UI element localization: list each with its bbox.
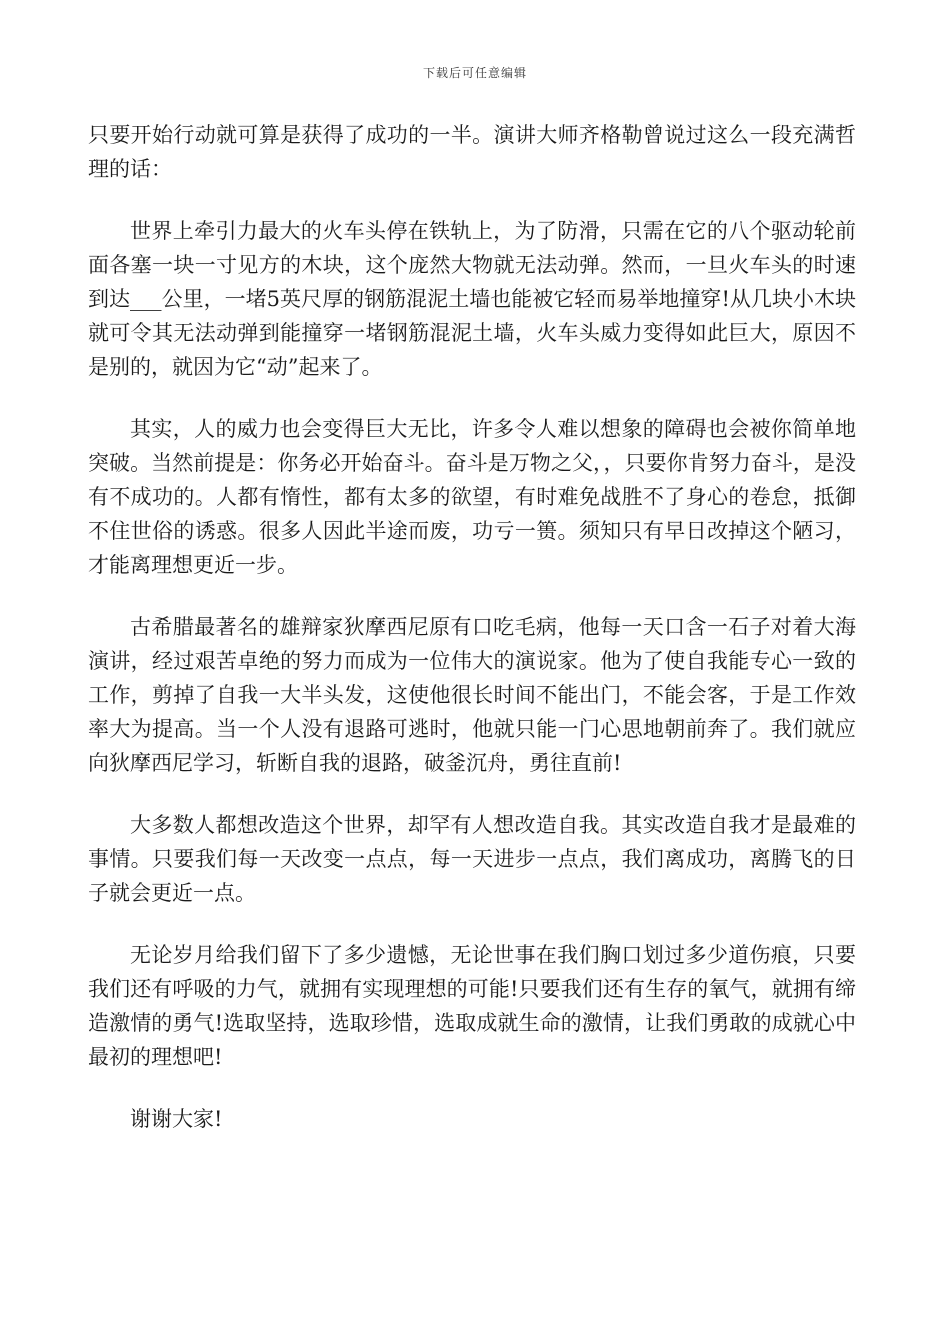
paragraph-intro: 只要开始行动就可算是获得了成功的一半。演讲大师齐格勒曾说过这么一段充满哲理的话： bbox=[88, 123, 856, 181]
paragraph-thanks: 谢谢大家! bbox=[130, 1107, 223, 1131]
paragraph-demosthenes: 古希腊最著名的雄辩家狄摩西尼原有口吃毛病，他每一天口含一石子对着大海演讲，经过艰苦卓绝的努力而成为一位伟大的演说家。他为了使自我能专心一致的工作，剪掉了自我一大半头发，这使他很长时间不能出门，不能会客，于是工作效率大为提高。当一个人没有退路可逃时，他就只能一门心思地朝前奔了。我们就应向狄摩西尼学习，斩断自我的退路，破釜沉舟，勇往直前! bbox=[88, 615, 856, 775]
document-body bbox=[88, 118, 856, 1136]
paragraph-change-self: 大多数人都想改造这个世界，却罕有人想改造自我。其实改造自我才是最难的事情。只要我们每一天改变一点点，每一天进步一点点，我们离成功，离腾飞的日子就会更近一点。 bbox=[88, 813, 856, 905]
paragraph-power: 其实，人的威力也会变得巨大无比，许多令人难以想象的障碍也会被你简单地突破。当然前提是：你务必开始奋斗。奋斗是万物之父，，只要你肯努力奋斗，是没有不成功的。人都有惰性，都有太多的欲望，有时难免战胜不了身心的卷怠，抵御不住世俗的诱惑。很多人因此半途而废，功亏一篑。须知只有早日改掉这个陋习，才能离理想更近一步。 bbox=[88, 417, 856, 577]
paragraph-train: 世界上牵引力最大的火车头停在铁轨上，为了防滑，只需在它的八个驱动轮前面各塞一块一寸见方的木块，这个庞然大物就无法动弹。然而，一旦火车头的时速到达___公里，一堵5英尺厚的钢筋混泥土墙也能被它轻而易举地撞穿!从几块小木块就可令其无法动弹到能撞穿一堵钢筋混泥土墙，火车头威力变得如此巨大，原因不是别的，就因为它“动”起来了。 bbox=[88, 219, 856, 379]
paragraph-ideals: 无论岁月给我们留下了多少遗憾，无论世事在我们胸口划过多少道伤痕，只要我们还有呼吸的力气，就拥有实现理想的可能!只要我们还有生存的氧气，就拥有缔造激情的勇气!选取坚持，选取珍惜，选取成就生命的激情，让我们勇敢的成就心中最初的理想吧! bbox=[88, 943, 856, 1069]
page-header: 下载后可任意编辑 bbox=[422, 66, 527, 80]
